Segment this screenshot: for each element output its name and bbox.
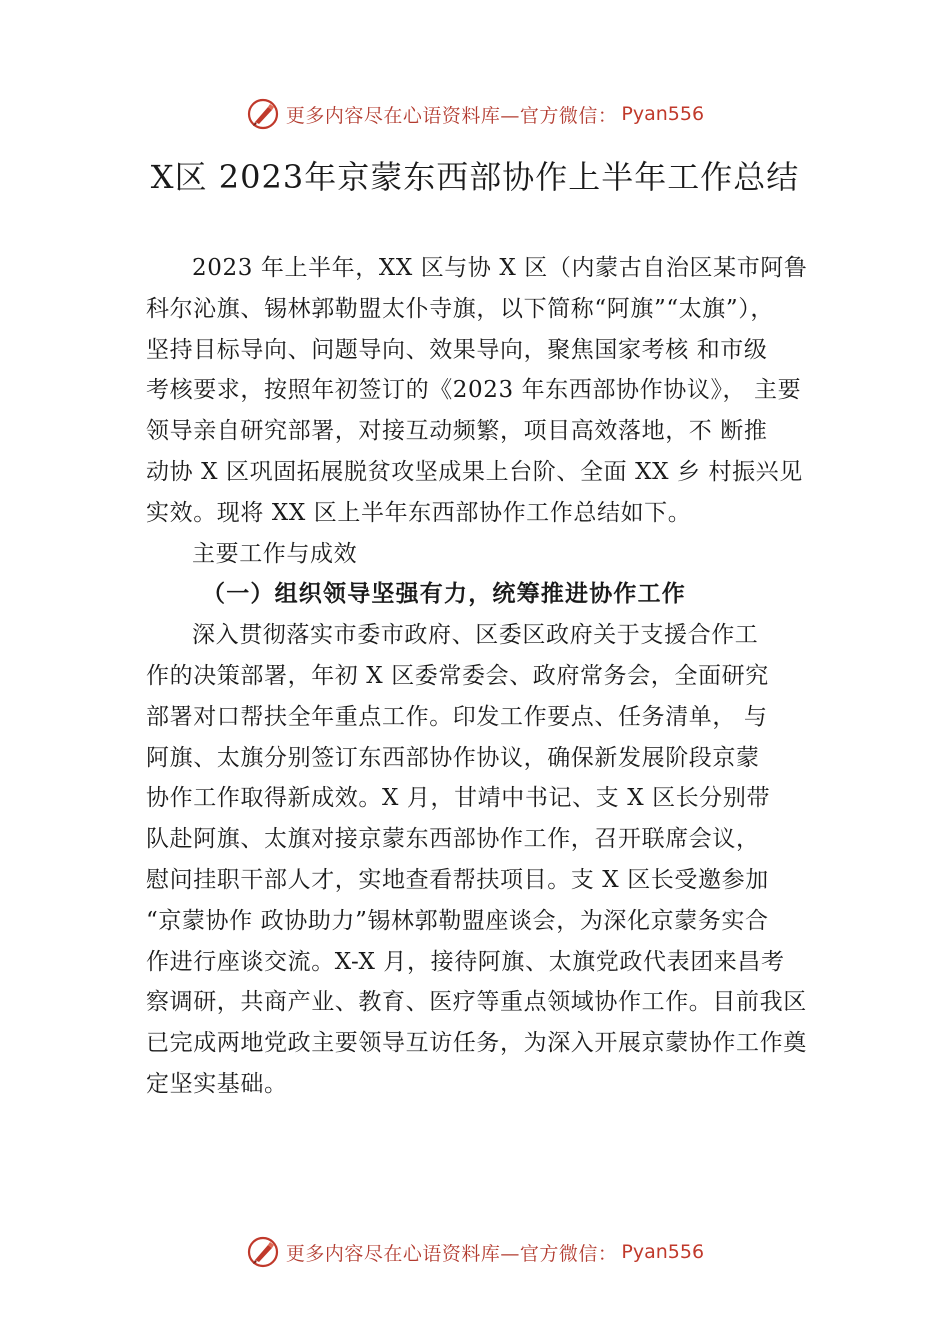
- paragraph-line: 阿旗、太旗分别签订东西部协作协议，确保新发展阶段京蒙: [146, 744, 760, 771]
- pen-nib-logo-icon: [246, 97, 280, 131]
- document-title: X区 2023年京蒙东西部协作上半年工作总结: [150, 158, 800, 196]
- paragraph-line: 科尔沁旗、锡林郭勒盟太仆寺旗，以下简称“阿旗”“太旗”），: [146, 295, 774, 322]
- paragraph-line: 作进行座谈交流。X-X 月，接待阿旗、太旗党政代表团来昌考: [146, 948, 785, 975]
- paragraph-line: 察调研，共商产业、教育、医疗等重点领域协作工作。目前我区: [146, 989, 807, 1016]
- section-paragraph: [146, 615, 826, 1105]
- subsection-heading: （一）组织领导坚强有力，统筹推进协作工作: [202, 580, 686, 608]
- paragraph-line: 实效。现将 XX 区上半年东西部协作工作总结如下。: [146, 499, 692, 526]
- section-heading: 主要工作与成效: [192, 540, 358, 567]
- wechat-id: Pyan556: [621, 103, 705, 125]
- document-body: [146, 248, 826, 1105]
- paragraph-line: 部署对口帮扶全年重点工作。印发工作要点、任务清单， 与: [146, 703, 768, 730]
- paragraph-line: 作的决策部署，年初 X 区委常委会、政府常务会，全面研究: [146, 662, 769, 689]
- paragraph-line: 协作工作取得新成效。X 月，甘靖中书记、支 X 区长分别带: [146, 785, 771, 812]
- header-banner: [0, 94, 950, 134]
- paragraph-line: 队赴阿旗、太旗对接京蒙东西部协作工作，召开联席会议，: [146, 826, 760, 853]
- paragraph-line: 深入贯彻落实市委市政府、区委区政府关于支援合作工: [192, 622, 759, 649]
- paragraph-line: “京蒙协作 政协助力”锡林郭勒盟座谈会，为深化京蒙务实合: [146, 907, 769, 934]
- pen-nib-logo-icon: [246, 1235, 280, 1269]
- paragraph-line: 坚持目标导向、问题导向、效果导向，聚焦国家考核 和市级: [146, 336, 768, 363]
- banner-text: 更多内容尽在心语资料库—官方微信：: [285, 1242, 618, 1265]
- paragraph-line: 领导亲自研究部署，对接互动频繁，项目高效落地，不 断推: [146, 418, 768, 445]
- paragraph-line: 慰问挂职干部人才，实地查看帮扶项目。支 X 区长受邀参加: [146, 866, 769, 893]
- banner-text: 更多内容尽在心语资料库—官方微信：: [285, 104, 618, 127]
- footer-banner: [0, 1232, 950, 1272]
- paragraph-line: 已完成两地党政主要领导互访任务，为深入开展京蒙协作工作奠: [146, 1030, 807, 1057]
- paragraph-line: 2023 年上半年，XX 区与协 X 区（内蒙古自治区某市阿鲁: [192, 255, 808, 281]
- paragraph-line: 动协 X 区巩固拓展脱贫攻坚成果上台阶、全面 XX 乡 村振兴见: [146, 458, 803, 485]
- wechat-id: Pyan556: [621, 1241, 705, 1263]
- paragraph-line: 考核要求，按照年初签订的《2023 年东西部协作协议》， 主要: [146, 377, 802, 404]
- intro-paragraph: [146, 248, 826, 534]
- paragraph-line: 定坚实基础。: [146, 1070, 288, 1097]
